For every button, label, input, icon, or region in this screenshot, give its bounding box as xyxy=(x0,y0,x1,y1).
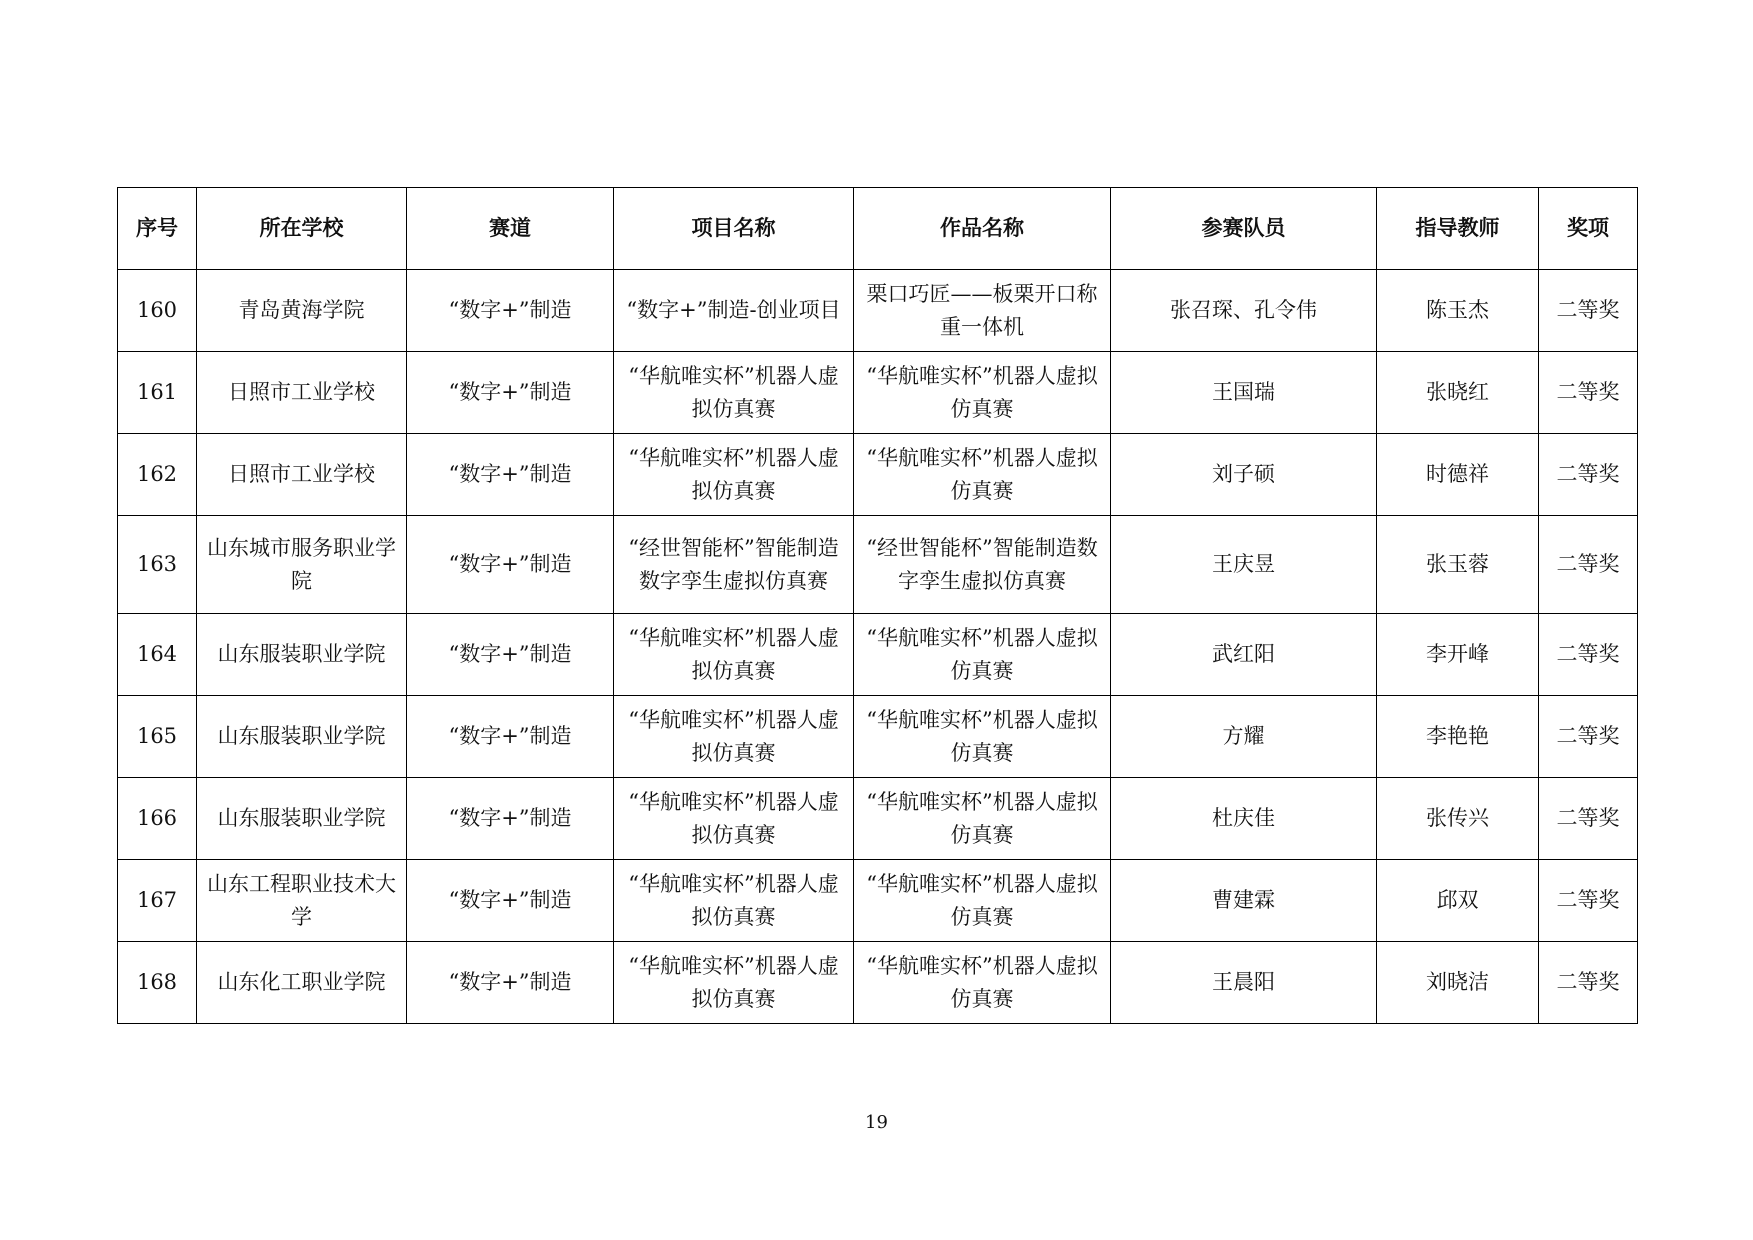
cell-members: 王庆昱 xyxy=(1111,516,1377,614)
cell-project: “华航唯实杯”机器人虚拟仿真赛 xyxy=(614,696,854,778)
table-row xyxy=(118,860,1638,942)
cell-work: “华航唯实杯”机器人虚拟仿真赛 xyxy=(854,352,1111,434)
cell-track: “数字+”制造 xyxy=(407,352,614,434)
cell-school: 山东化工职业学院 xyxy=(197,942,407,1024)
cell-teacher: 张传兴 xyxy=(1377,778,1539,860)
cell-teacher: 张玉蓉 xyxy=(1377,516,1539,614)
cell-index: 168 xyxy=(118,942,197,1024)
cell-members: 王国瑞 xyxy=(1111,352,1377,434)
cell-work: “华航唯实杯”机器人虚拟仿真赛 xyxy=(854,778,1111,860)
cell-members: 杜庆佳 xyxy=(1111,778,1377,860)
cell-work: “华航唯实杯”机器人虚拟仿真赛 xyxy=(854,942,1111,1024)
cell-award: 二等奖 xyxy=(1539,860,1638,942)
cell-teacher: 陈玉杰 xyxy=(1377,270,1539,352)
table-row xyxy=(118,352,1638,434)
cell-work: 栗口巧匠——板栗开口称重一体机 xyxy=(854,270,1111,352)
cell-school: 山东工程职业技术大学 xyxy=(197,860,407,942)
cell-award: 二等奖 xyxy=(1539,434,1638,516)
cell-project: “华航唯实杯”机器人虚拟仿真赛 xyxy=(614,614,854,696)
cell-school: 青岛黄海学院 xyxy=(197,270,407,352)
cell-track: “数字+”制造 xyxy=(407,696,614,778)
cell-index: 164 xyxy=(118,614,197,696)
header-work: 作品名称 xyxy=(854,188,1111,270)
cell-members: 张召琛、孔令伟 xyxy=(1111,270,1377,352)
cell-work: “经世智能杯”智能制造数字孪生虚拟仿真赛 xyxy=(854,516,1111,614)
cell-award: 二等奖 xyxy=(1539,352,1638,434)
header-award: 奖项 xyxy=(1539,188,1638,270)
cell-teacher: 时德祥 xyxy=(1377,434,1539,516)
cell-project: “经世智能杯”智能制造数字孪生虚拟仿真赛 xyxy=(614,516,854,614)
cell-school: 山东城市服务职业学院 xyxy=(197,516,407,614)
award-table xyxy=(117,187,1638,1024)
cell-track: “数字+”制造 xyxy=(407,778,614,860)
table-row xyxy=(118,434,1638,516)
header-row xyxy=(118,188,1638,270)
cell-award: 二等奖 xyxy=(1539,270,1638,352)
cell-index: 166 xyxy=(118,778,197,860)
cell-project: “华航唯实杯”机器人虚拟仿真赛 xyxy=(614,860,854,942)
table-row xyxy=(118,516,1638,614)
cell-school: 日照市工业学校 xyxy=(197,352,407,434)
header-teacher: 指导教师 xyxy=(1377,188,1539,270)
cell-work: “华航唯实杯”机器人虚拟仿真赛 xyxy=(854,696,1111,778)
cell-index: 162 xyxy=(118,434,197,516)
cell-track: “数字+”制造 xyxy=(407,860,614,942)
cell-award: 二等奖 xyxy=(1539,778,1638,860)
cell-teacher: 李开峰 xyxy=(1377,614,1539,696)
cell-track: “数字+”制造 xyxy=(407,614,614,696)
cell-index: 165 xyxy=(118,696,197,778)
cell-members: 曹建霖 xyxy=(1111,860,1377,942)
cell-award: 二等奖 xyxy=(1539,942,1638,1024)
cell-award: 二等奖 xyxy=(1539,516,1638,614)
cell-members: 方耀 xyxy=(1111,696,1377,778)
cell-work: “华航唯实杯”机器人虚拟仿真赛 xyxy=(854,860,1111,942)
cell-project: “华航唯实杯”机器人虚拟仿真赛 xyxy=(614,778,854,860)
cell-school: 山东服装职业学院 xyxy=(197,696,407,778)
cell-index: 161 xyxy=(118,352,197,434)
cell-award: 二等奖 xyxy=(1539,696,1638,778)
cell-project: “华航唯实杯”机器人虚拟仿真赛 xyxy=(614,434,854,516)
cell-teacher: 邱双 xyxy=(1377,860,1539,942)
cell-project: “华航唯实杯”机器人虚拟仿真赛 xyxy=(614,352,854,434)
cell-teacher: 刘晓洁 xyxy=(1377,942,1539,1024)
cell-index: 163 xyxy=(118,516,197,614)
cell-track: “数字+”制造 xyxy=(407,516,614,614)
cell-project: “华航唯实杯”机器人虚拟仿真赛 xyxy=(614,942,854,1024)
header-index: 序号 xyxy=(118,188,197,270)
cell-teacher: 张晓红 xyxy=(1377,352,1539,434)
page-number: 19 xyxy=(865,1112,888,1133)
header-project: 项目名称 xyxy=(614,188,854,270)
header-track: 赛道 xyxy=(407,188,614,270)
cell-members: 武红阳 xyxy=(1111,614,1377,696)
cell-project: “数字+”制造-创业项目 xyxy=(614,270,854,352)
table-row xyxy=(118,942,1638,1024)
cell-track: “数字+”制造 xyxy=(407,942,614,1024)
header-school: 所在学校 xyxy=(197,188,407,270)
header-members: 参赛队员 xyxy=(1111,188,1377,270)
table-row xyxy=(118,614,1638,696)
table-row xyxy=(118,270,1638,352)
cell-members: 刘子硕 xyxy=(1111,434,1377,516)
cell-school: 山东服装职业学院 xyxy=(197,614,407,696)
cell-track: “数字+”制造 xyxy=(407,270,614,352)
cell-teacher: 李艳艳 xyxy=(1377,696,1539,778)
cell-award: 二等奖 xyxy=(1539,614,1638,696)
cell-school: 日照市工业学校 xyxy=(197,434,407,516)
cell-index: 160 xyxy=(118,270,197,352)
table-row xyxy=(118,696,1638,778)
table-row xyxy=(118,778,1638,860)
cell-track: “数字+”制造 xyxy=(407,434,614,516)
cell-school: 山东服装职业学院 xyxy=(197,778,407,860)
cell-members: 王晨阳 xyxy=(1111,942,1377,1024)
cell-work: “华航唯实杯”机器人虚拟仿真赛 xyxy=(854,614,1111,696)
cell-index: 167 xyxy=(118,860,197,942)
cell-work: “华航唯实杯”机器人虚拟仿真赛 xyxy=(854,434,1111,516)
